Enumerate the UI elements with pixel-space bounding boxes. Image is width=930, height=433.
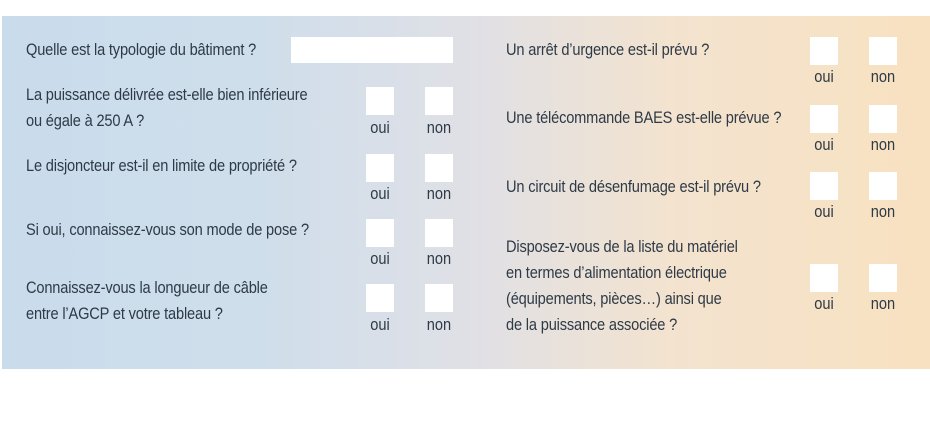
- checkbox-power-yes[interactable]: [366, 87, 394, 115]
- typology-question: Quelle est la typologie du bâtiment ?: [26, 40, 257, 59]
- checkbox-equipment-no[interactable]: [869, 264, 897, 292]
- label-yes: oui: [370, 118, 390, 137]
- typology-input[interactable]: [291, 37, 453, 63]
- question-cable-length: Connaissez-vous la longueur de câble entre l’AGCP et votre tableau ?: [26, 278, 268, 323]
- question-baes-remote: Une télécommande BAES est-elle prévue ?: [506, 108, 782, 127]
- checkbox-cable-yes[interactable]: [366, 284, 394, 312]
- label-yes: oui: [370, 315, 390, 334]
- question-equipment-list: Disposez-vous de la liste du matériel en termes d’alimentation électrique (équipements, pièces…) ainsi que de la puissance associée ?: [506, 237, 738, 334]
- checkbox-emergency-yes[interactable]: [810, 37, 838, 65]
- checkbox-install-no[interactable]: [425, 219, 453, 247]
- question-emergency-stop: Un arrêt d’urgence est-il prévu ?: [506, 40, 710, 59]
- label-no: non: [870, 202, 896, 221]
- checkbox-equipment-yes[interactable]: [810, 264, 838, 292]
- label-no: non: [426, 315, 452, 334]
- label-no: non: [870, 294, 896, 313]
- label-yes: oui: [370, 249, 390, 268]
- checkbox-breaker-no[interactable]: [425, 154, 453, 182]
- checkbox-cable-no[interactable]: [425, 284, 453, 312]
- checkbox-breaker-yes[interactable]: [366, 154, 394, 182]
- checkbox-smoke-no[interactable]: [869, 172, 897, 200]
- label-yes: oui: [814, 202, 834, 221]
- label-no: non: [426, 249, 452, 268]
- question-breaker: Le disjoncteur est-il en limite de propriété ?: [26, 156, 297, 175]
- label-yes: oui: [814, 67, 834, 86]
- question-power: La puissance délivrée est-elle bien inférieure ou égale à 250 A ?: [26, 85, 308, 130]
- question-smoke-extraction: Un circuit de désenfumage est-il prévu ?: [506, 177, 761, 196]
- label-no: non: [426, 184, 452, 203]
- checkbox-power-no[interactable]: [425, 87, 453, 115]
- label-yes: oui: [370, 184, 390, 203]
- checkbox-emergency-no[interactable]: [869, 37, 897, 65]
- label-no: non: [870, 67, 896, 86]
- label-yes: oui: [814, 294, 834, 313]
- checkbox-smoke-yes[interactable]: [810, 172, 838, 200]
- label-no: non: [870, 135, 896, 154]
- checkbox-baes-no[interactable]: [869, 105, 897, 133]
- label-no: non: [426, 118, 452, 137]
- checkbox-baes-yes[interactable]: [810, 105, 838, 133]
- label-yes: oui: [814, 135, 834, 154]
- question-install-mode: Si oui, connaissez-vous son mode de pose ?: [26, 220, 309, 239]
- checkbox-install-yes[interactable]: [366, 219, 394, 247]
